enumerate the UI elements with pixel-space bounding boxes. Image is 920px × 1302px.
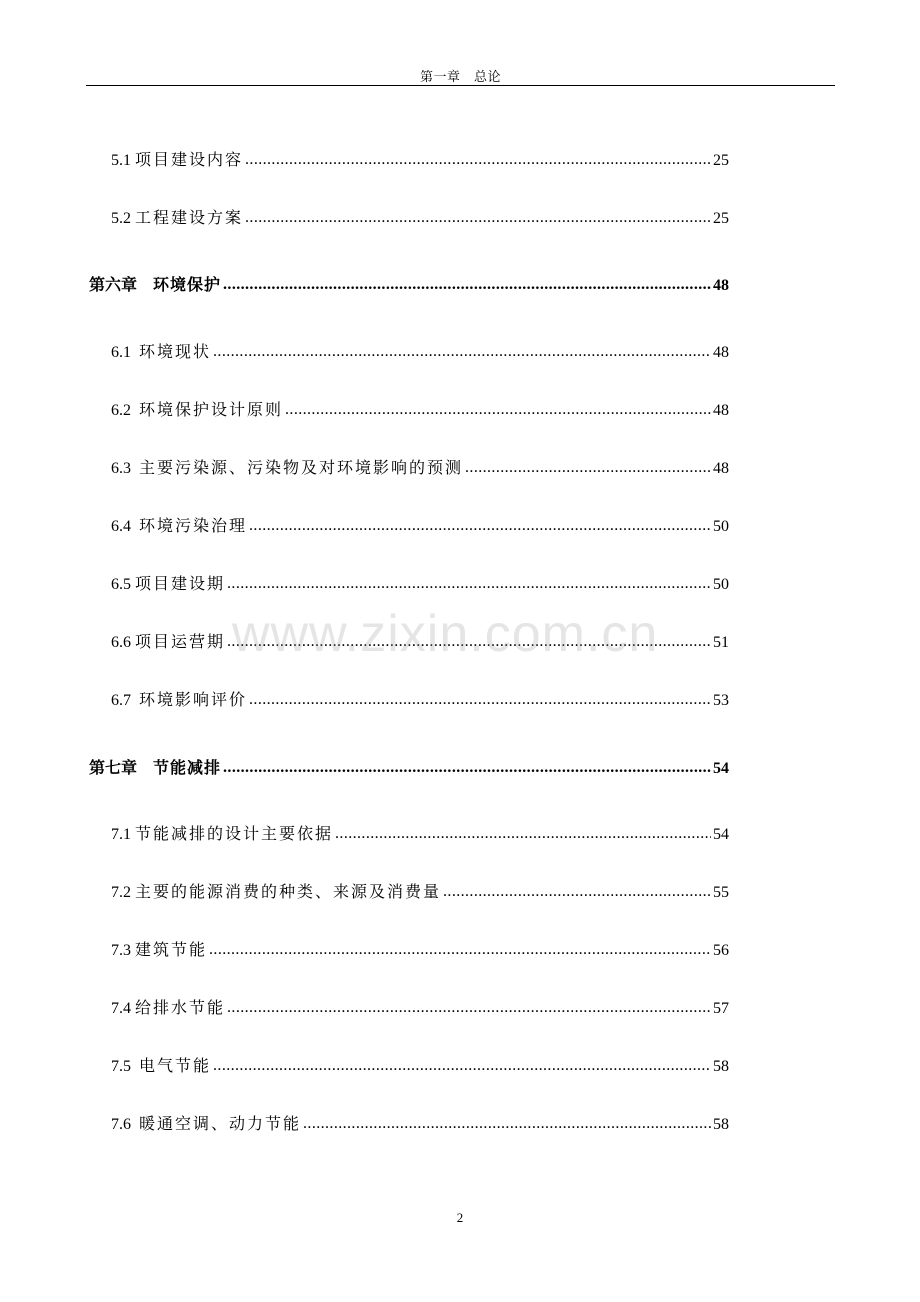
toc-entry-page: 25 (713, 210, 729, 227)
toc-entry-number: 6.2 (111, 402, 131, 419)
toc-entry-page: 48 (713, 402, 729, 419)
toc-entry-number: 7.3 (111, 942, 131, 959)
toc-entry-title: 环境保护设计原则 (139, 402, 284, 419)
toc-entry-page: 48 (713, 460, 729, 477)
toc-entry-number: 7.4 (111, 1000, 131, 1017)
toc-entry-6-5[interactable] (111, 575, 729, 595)
toc-chapter-page: 54 (713, 760, 729, 777)
toc-entry-page: 25 (713, 152, 729, 169)
toc-entry-number: 6.7 (111, 692, 131, 709)
dot-leader (285, 400, 711, 420)
toc-entry-number: 6.4 (111, 518, 131, 535)
toc-entry-6-1[interactable] (111, 343, 729, 363)
toc-entry-title: 电气节能 (139, 1058, 212, 1075)
toc-entry-title: 环境现状 (139, 344, 212, 361)
toc-entry-title: 节能减排的设计主要依据 (135, 826, 334, 843)
toc-entry-7-5[interactable] (111, 1057, 729, 1077)
toc-entry-6-6[interactable] (111, 633, 729, 653)
toc-chapter-title: 环境保护 (153, 277, 222, 294)
toc-entry-number: 6.6 (111, 634, 131, 651)
toc-entry-number: 7.5 (111, 1058, 131, 1075)
toc-entry-title: 建筑节能 (135, 942, 208, 959)
toc-chapter-6[interactable] (89, 276, 729, 296)
toc-entry-7-1[interactable] (111, 825, 729, 845)
dot-leader (213, 342, 711, 362)
toc-entry-page: 48 (713, 344, 729, 361)
toc-entry-6-2[interactable] (111, 401, 729, 421)
toc-entry-number: 5.1 (111, 152, 131, 169)
running-header: 第一章 总论 (419, 69, 501, 84)
toc-entry-title: 项目运营期 (135, 634, 226, 651)
dot-leader (245, 208, 711, 228)
toc-entry-page: 58 (713, 1058, 729, 1075)
toc-entry-page: 58 (713, 1116, 729, 1133)
dot-leader (249, 516, 711, 536)
toc-chapter-number: 第七章 (89, 760, 138, 777)
toc-entry-7-3[interactable] (111, 941, 729, 961)
dot-leader (443, 882, 711, 902)
toc-entry-page: 54 (713, 826, 729, 843)
toc-entry-6-3[interactable] (111, 459, 729, 479)
toc-entry-page: 51 (713, 634, 729, 651)
toc-chapter-7[interactable] (89, 759, 729, 779)
toc-entry-number: 6.1 (111, 344, 131, 361)
dot-leader (335, 824, 711, 844)
toc-entry-title: 主要的能源消费的种类、来源及消费量 (135, 884, 442, 901)
toc-entry-title: 给排水节能 (135, 1000, 226, 1017)
dot-leader (245, 150, 711, 170)
toc-entry-title: 环境污染治理 (139, 518, 248, 535)
toc-entry-number: 7.2 (111, 884, 131, 901)
dot-leader (303, 1114, 711, 1134)
dot-leader (227, 998, 711, 1018)
toc-entry-title: 主要污染源、污染物及对环境影响的预测 (139, 460, 464, 477)
toc-entry-page: 53 (713, 692, 729, 709)
watermark-text: www.zixin.com.cn (232, 605, 659, 663)
toc-entry-7-4[interactable] (111, 999, 729, 1019)
dot-leader (213, 1056, 711, 1076)
toc-chapter-title: 节能减排 (153, 760, 222, 777)
toc-entry-title: 工程建设方案 (135, 210, 244, 227)
dot-leader (227, 574, 711, 594)
toc-entry-title: 项目建设内容 (135, 152, 244, 169)
dot-leader (249, 690, 711, 710)
toc-entry-page: 57 (713, 1000, 729, 1017)
toc-entry-number: 7.6 (111, 1116, 131, 1133)
toc-entry-title: 环境影响评价 (139, 692, 248, 709)
toc-entry-number: 5.2 (111, 210, 131, 227)
toc-entry-6-7[interactable] (111, 691, 729, 711)
page-number: 2 (456, 1210, 464, 1225)
toc-entry-number: 6.5 (111, 576, 131, 593)
dot-leader (223, 758, 711, 778)
toc-chapter-number: 第六章 (89, 277, 138, 294)
toc-entry-6-4[interactable] (111, 517, 729, 537)
toc-entry-title: 暖通空调、动力节能 (139, 1116, 302, 1133)
toc-entry-page: 56 (713, 942, 729, 959)
toc-chapter-page: 48 (713, 277, 729, 294)
toc-entry-5-1[interactable] (111, 151, 729, 171)
dot-leader (223, 275, 711, 295)
toc-entry-7-2[interactable] (111, 883, 729, 903)
toc-entry-number: 6.3 (111, 460, 131, 477)
toc-entry-title: 项目建设期 (135, 576, 226, 593)
dot-leader (227, 632, 711, 652)
toc-entry-7-6[interactable] (111, 1115, 729, 1135)
toc-entry-page: 55 (713, 884, 729, 901)
toc-entry-5-2[interactable] (111, 209, 729, 229)
toc-entry-page: 50 (713, 576, 729, 593)
dot-leader (465, 458, 711, 478)
dot-leader (209, 940, 711, 960)
toc-entry-page: 50 (713, 518, 729, 535)
toc-entry-number: 7.1 (111, 826, 131, 843)
